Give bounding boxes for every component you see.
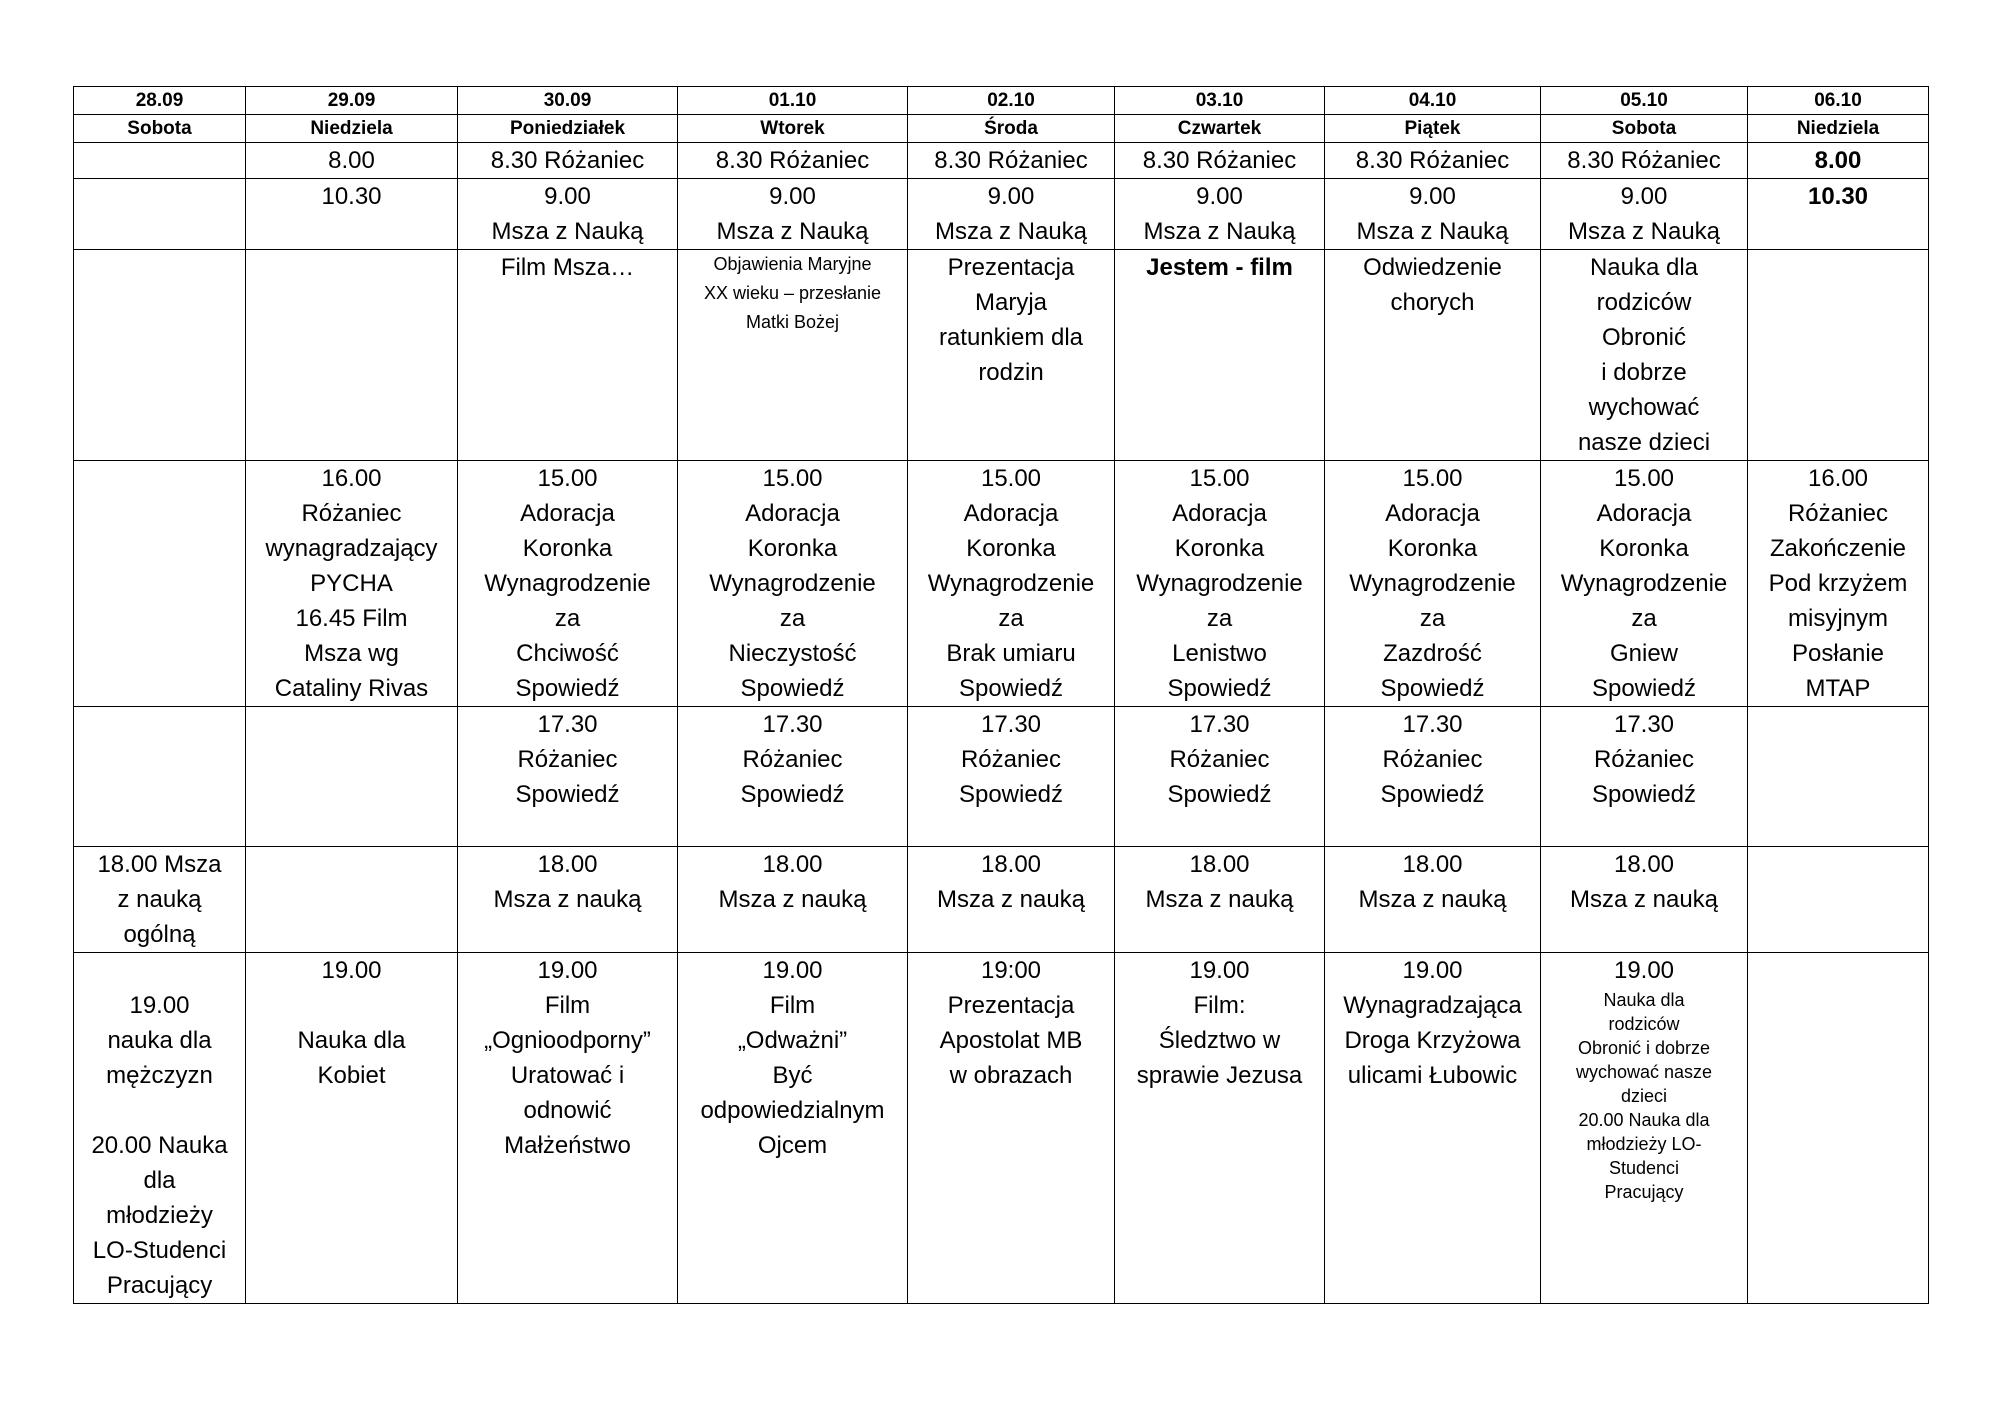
schedule-cell [678, 179, 908, 250]
schedule-table [73, 86, 1929, 1304]
event-line: Spowiedź [958, 675, 1064, 702]
event-line: Kobiet [317, 1062, 386, 1089]
schedule-cell [1748, 143, 1929, 179]
event-line: Spowiedź [740, 781, 845, 808]
event-line: Różaniec [1169, 746, 1270, 773]
schedule-cell [1541, 250, 1748, 461]
event-line: 15.00 [762, 465, 823, 492]
weekday-cell: Poniedziałek [458, 115, 678, 143]
schedule-cell [908, 143, 1115, 179]
event-line: Msza z nauką [1569, 886, 1719, 913]
event-line: Spowiedź [958, 781, 1064, 808]
event-line: 8.00 [328, 147, 375, 174]
event-line: 17.30 [1613, 711, 1675, 738]
event-line: Wynagrodzenie [927, 570, 1095, 597]
event-line: 15.00 [537, 465, 598, 492]
event-line: Adoracja [1596, 500, 1692, 527]
event-line: Odwiedzenie [1363, 254, 1502, 281]
event-line: Msza z nauką [1358, 886, 1507, 913]
event-line: młodzieży [106, 1202, 213, 1229]
event-line: Śledztwo w [1158, 1027, 1281, 1054]
weekday-cell: Sobota [74, 115, 246, 143]
schedule-cell [1748, 179, 1929, 250]
event-line: Msza z Nauką [1356, 218, 1509, 245]
event-line: Pracujący [1604, 1182, 1684, 1202]
schedule-cell [458, 179, 678, 250]
date-cell: 02.10 [908, 87, 1115, 115]
schedule-cell [678, 707, 908, 847]
event-line: „Odważni” [737, 1027, 848, 1054]
schedule-cell [678, 143, 908, 179]
event-line: 8.30 Różaniec [715, 147, 870, 174]
event-line: Koronka [966, 535, 1056, 562]
date-cell: 28.09 [74, 87, 246, 115]
schedule-cell [908, 847, 1115, 953]
event-line: Koronka [522, 535, 613, 562]
schedule-cell [678, 250, 908, 461]
weekday-cell: Sobota [1541, 115, 1748, 143]
event-line: 18.00 [1613, 851, 1675, 878]
event-line: Wynagrodzenie [484, 570, 651, 597]
schedule-cell [1325, 847, 1541, 953]
event-line: Msza z nauką [936, 886, 1086, 913]
schedule-cell [458, 953, 678, 1304]
event-line: Film Msza… [500, 254, 635, 281]
schedule-row [74, 953, 1929, 1304]
event-line: za [1419, 605, 1446, 632]
schedule-cell [74, 250, 246, 461]
event-line: rodziców [1608, 1014, 1680, 1034]
schedule-cell [1748, 461, 1929, 707]
event-line: Spowiedź [1591, 781, 1697, 808]
schedule-cell [1541, 707, 1748, 847]
schedule-cell [1325, 250, 1541, 461]
event-line: 9.00 [1409, 183, 1456, 210]
event-line: misyjnym [1788, 605, 1888, 632]
schedule-cell [678, 461, 908, 707]
event-line: 19.00 [321, 957, 382, 984]
event-line: Różaniec [1787, 500, 1889, 527]
event-line: 19.00 [762, 957, 823, 984]
schedule-body [74, 143, 1929, 1304]
event-line: wynagradzający [265, 535, 438, 562]
event-line: Różaniec [517, 746, 618, 773]
event-line: 18.00 [762, 851, 823, 878]
schedule-cell [1748, 707, 1929, 847]
event-line: Msza z nauką [1145, 886, 1294, 913]
schedule-cell [1748, 847, 1929, 953]
event-line: 19.00 [537, 957, 598, 984]
schedule-cell [1541, 179, 1748, 250]
event-line: Gniew [1609, 640, 1679, 667]
schedule-cell [908, 461, 1115, 707]
event-line: Wynagrodzenie [709, 570, 876, 597]
schedule-row [74, 179, 1929, 250]
event-line: ogólną [123, 921, 196, 948]
schedule-cell [458, 707, 678, 847]
event-line: Spowiedź [1380, 675, 1485, 702]
event-line: Droga Krzyżowa [1344, 1027, 1521, 1054]
event-line: Koronka [1599, 535, 1689, 562]
event-line: Msza wg [304, 640, 399, 667]
event-line: Msza z Nauką [1567, 218, 1721, 245]
event-line: Msza z nauką [718, 886, 867, 913]
event-line: Koronka [1387, 535, 1478, 562]
event-line: 17.30 [537, 711, 598, 738]
event-line: 9.00 [544, 183, 591, 210]
date-cell: 29.09 [246, 87, 458, 115]
event-line: Spowiedź [740, 675, 845, 702]
event-line: Maryja [974, 289, 1047, 316]
event-line: 19.00 [1402, 957, 1463, 984]
event-line: Spowiedź [515, 675, 620, 702]
schedule-cell [1115, 461, 1325, 707]
schedule-cell [678, 847, 908, 953]
event-line: Różaniec [1382, 746, 1483, 773]
event-line: 18.00 Msza [97, 851, 222, 878]
date-cell: 06.10 [1748, 87, 1929, 115]
event-line: Adoracja [745, 500, 840, 527]
event-line: 10.30 [1807, 183, 1869, 210]
event-line: Msza z Nauką [491, 218, 644, 245]
event-line: sprawie Jezusa [1136, 1062, 1303, 1089]
schedule-cell [1325, 953, 1541, 1304]
event-line: młodzieży LO- [1586, 1134, 1702, 1154]
event-line: Film [769, 992, 816, 1019]
event-line: 8.00 [1814, 147, 1862, 174]
event-line: Msza z nauką [493, 886, 642, 913]
event-line: 16.00 [321, 465, 382, 492]
event-line: Film [544, 992, 591, 1019]
schedule-cell [74, 143, 246, 179]
schedule-cell [246, 953, 458, 1304]
event-line: 15.00 [1402, 465, 1463, 492]
schedule-cell [246, 461, 458, 707]
event-line: wychować nasze [1575, 1062, 1713, 1082]
schedule-cell [1115, 953, 1325, 1304]
event-line: Uratować i [510, 1062, 625, 1089]
event-line: 19.00 [1189, 957, 1250, 984]
event-line: 15.00 [980, 465, 1042, 492]
event-line: Wynagradzająca [1343, 992, 1522, 1019]
event-line: MTAP [1805, 675, 1871, 702]
event-line: 19.00 [129, 992, 190, 1019]
event-line: 10.30 [321, 183, 382, 210]
event-line: Małżeństwo [504, 1132, 631, 1159]
event-line: mężczyzn [106, 1062, 213, 1089]
event-line: 18.00 [980, 851, 1042, 878]
event-line: 17.30 [1402, 711, 1463, 738]
event-line: Spowiedź [1167, 675, 1272, 702]
weekday-cell: Wtorek [678, 115, 908, 143]
schedule-cell [1541, 953, 1748, 1304]
event-line: za [1631, 605, 1657, 632]
event-line: Brak umiaru [946, 640, 1076, 667]
event-line: Pod krzyżem [1768, 570, 1908, 597]
event-line: 17.30 [762, 711, 823, 738]
event-line: wychować [1588, 394, 1700, 421]
event-line: Różaniec [742, 746, 843, 773]
event-line: 8.30 Różaniec [934, 147, 1088, 174]
event-line: Być [772, 1062, 813, 1089]
event-line: 20.00 Nauka [91, 1132, 228, 1159]
event-line: 17.30 [980, 711, 1042, 738]
event-line: za [779, 605, 806, 632]
schedule-cell [246, 847, 458, 953]
event-line: Film: [1193, 992, 1246, 1019]
date-cell: 30.09 [458, 87, 678, 115]
event-line: PYCHA [310, 570, 393, 597]
weekday-cell: Czwartek [1115, 115, 1325, 143]
event-line: 8.30 Różaniec [1142, 147, 1297, 174]
event-line: Różaniec [1593, 746, 1695, 773]
event-line: ulicami Łubowic [1347, 1062, 1518, 1089]
event-line: 15.00 [1189, 465, 1250, 492]
event-line: XX wieku – przesłanie [703, 283, 882, 303]
event-line: 9.00 [769, 183, 816, 210]
event-line: Spowiedź [1591, 675, 1697, 702]
schedule-cell [1541, 847, 1748, 953]
event-line: Posłanie [1791, 640, 1885, 667]
event-line: Obronić i dobrze [1577, 1038, 1711, 1058]
date-cell: 01.10 [678, 87, 908, 115]
event-line: Prezentacja [947, 992, 1075, 1019]
event-line: 18.00 [1189, 851, 1250, 878]
event-line: Wynagrodzenie [1560, 570, 1728, 597]
event-line: Spowiedź [1167, 781, 1272, 808]
event-line: w obrazach [949, 1062, 1073, 1089]
schedule-cell [458, 143, 678, 179]
schedule-cell [1748, 953, 1929, 1304]
event-line: 19:00 [980, 957, 1042, 984]
schedule-row [74, 461, 1929, 707]
schedule-cell [908, 707, 1115, 847]
event-line: Ojcem [757, 1132, 828, 1159]
event-line: Zazdrość [1383, 640, 1482, 667]
schedule-cell [1541, 143, 1748, 179]
schedule-cell [1115, 707, 1325, 847]
schedule-cell [1325, 179, 1541, 250]
event-line: nauka dla [107, 1027, 212, 1054]
event-line: 8.30 Różaniec [1567, 147, 1721, 174]
schedule-cell [1325, 707, 1541, 847]
event-line: dla [143, 1167, 176, 1194]
event-line: rodzin [978, 359, 1044, 386]
event-line: Koronka [1174, 535, 1265, 562]
event-line: 9.00 [987, 183, 1035, 210]
schedule-cell [1115, 250, 1325, 461]
event-line: Obronić [1601, 324, 1687, 351]
event-line: Wynagrodzenie [1349, 570, 1516, 597]
schedule-cell [74, 707, 246, 847]
schedule-cell [458, 250, 678, 461]
schedule-row [74, 250, 1929, 461]
event-line: 8.30 Różaniec [1355, 147, 1510, 174]
event-line: Adoracja [963, 500, 1059, 527]
event-line: 20.00 Nauka dla [1578, 1110, 1710, 1130]
date-cell: 05.10 [1541, 87, 1748, 115]
event-line: i dobrze [1601, 359, 1687, 386]
weekday-cell: Niedziela [1748, 115, 1929, 143]
schedule-cell [246, 143, 458, 179]
event-line: za [998, 605, 1024, 632]
weekday-cell: Środa [908, 115, 1115, 143]
schedule-cell [246, 179, 458, 250]
schedule-cell [246, 250, 458, 461]
event-line: 16.45 Film [295, 605, 408, 632]
event-line: 15.00 [1613, 465, 1675, 492]
event-line: Wynagrodzenie [1136, 570, 1303, 597]
schedule-cell [74, 461, 246, 707]
event-line: Prezentacja [947, 254, 1075, 281]
event-line: Cataliny Rivas [274, 675, 429, 702]
event-line: Spowiedź [1380, 781, 1485, 808]
event-line: Nauka dla [1603, 990, 1685, 1010]
date-cell: 04.10 [1325, 87, 1541, 115]
event-line: Spowiedź [515, 781, 620, 808]
event-line: Studenci [1608, 1158, 1680, 1178]
event-line: chorych [1390, 289, 1475, 316]
event-line: Adoracja [520, 500, 615, 527]
schedule-cell [908, 179, 1115, 250]
event-line: Zakończenie [1769, 535, 1907, 562]
date-row [74, 87, 1929, 115]
schedule-cell [458, 847, 678, 953]
event-line: 16.00 [1807, 465, 1869, 492]
event-line: 9.00 [1196, 183, 1243, 210]
event-line: Różaniec [301, 500, 402, 527]
event-line: Apostolat MB [939, 1027, 1083, 1054]
event-line: 19.00 [1613, 957, 1675, 984]
spacer [76, 1093, 243, 1128]
event-line: Adoracja [1172, 500, 1267, 527]
schedule-cell [1115, 847, 1325, 953]
schedule-cell [1325, 461, 1541, 707]
event-line: dzieci [1620, 1086, 1668, 1106]
schedule-cell [1115, 179, 1325, 250]
spacer [248, 988, 455, 1023]
schedule-row [74, 143, 1929, 179]
weekday-cell: Niedziela [246, 115, 458, 143]
event-line: Msza z Nauką [934, 218, 1088, 245]
event-line: Msza z Nauką [716, 218, 869, 245]
schedule-row [74, 847, 1929, 953]
event-line: Jestem - film [1146, 254, 1293, 281]
event-line: Msza z Nauką [1143, 218, 1296, 245]
event-line: Objawienia Maryjne [713, 254, 872, 274]
event-line: za [1206, 605, 1233, 632]
schedule-cell [74, 953, 246, 1304]
event-line: Nauka dla [1589, 254, 1699, 281]
event-line: 18.00 [1402, 851, 1463, 878]
event-line: „Ognioodporny” [484, 1027, 651, 1054]
schedule-cell [74, 179, 246, 250]
event-line: 18.00 [537, 851, 598, 878]
schedule-cell [908, 250, 1115, 461]
weekday-cell: Piątek [1325, 115, 1541, 143]
event-line: Matki Bożej [745, 312, 840, 332]
event-line: Koronka [747, 535, 838, 562]
event-line: odpowiedzialnym [700, 1097, 885, 1124]
schedule-cell [678, 953, 908, 1304]
event-line: Różaniec [960, 746, 1062, 773]
event-line: odnowić [523, 1097, 612, 1124]
schedule-row [74, 707, 1929, 847]
event-line: za [554, 605, 581, 632]
event-line: nasze dzieci [1577, 429, 1711, 456]
event-line: Lenistwo [1172, 640, 1267, 667]
schedule-cell [1541, 461, 1748, 707]
date-cell: 03.10 [1115, 87, 1325, 115]
event-line: Nauka dla [297, 1027, 406, 1054]
event-line: 8.30 Różaniec [490, 147, 645, 174]
schedule-cell [1115, 143, 1325, 179]
event-line: Chciwość [516, 640, 619, 667]
event-line: 17.30 [1189, 711, 1250, 738]
schedule-cell [1748, 250, 1929, 461]
schedule-cell [246, 707, 458, 847]
schedule-cell [74, 847, 246, 953]
event-line: Pracujący [106, 1272, 213, 1299]
schedule-cell [908, 953, 1115, 1304]
event-line: 9.00 [1620, 183, 1668, 210]
event-line: Nieczystość [728, 640, 857, 667]
event-line: z nauką [117, 886, 202, 913]
event-line: ratunkiem dla [938, 324, 1084, 351]
event-line: rodziców [1596, 289, 1692, 316]
schedule-cell [1325, 143, 1541, 179]
event-line: Adoracja [1385, 500, 1480, 527]
weekday-row [74, 115, 1929, 143]
event-line: LO-Studenci [92, 1237, 227, 1264]
schedule-cell [458, 461, 678, 707]
